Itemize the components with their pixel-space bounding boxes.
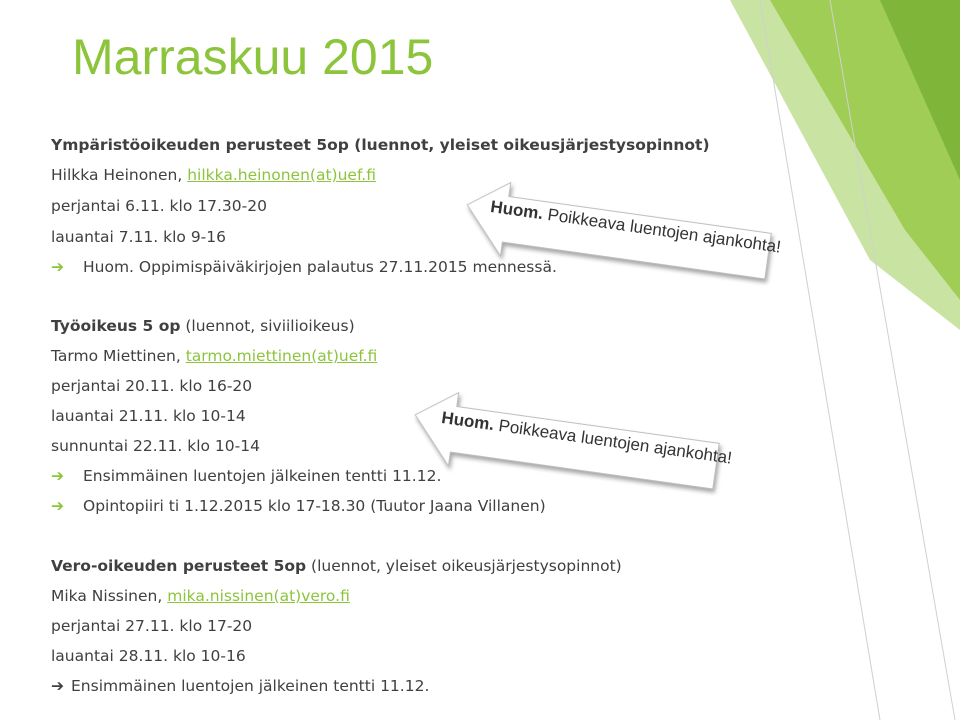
date-line: lauantai 21.11. klo 10-14 (51, 407, 246, 425)
arrow-right-icon: ➔ (51, 677, 64, 695)
note-line-3: ➔ Ensimmäinen luentojen jälkeinen tentti 11.12. (51, 677, 430, 695)
note-line-1: ➔ Huom. Oppimispäiväkirjojen palautus 27.11.2015 mennessä. (51, 258, 557, 276)
arrow-right-icon: ➔ (51, 258, 64, 276)
teacher-line-3: Mika Nissinen, mika.nissinen(at)vero.fi (51, 587, 350, 605)
date-line: lauantai 7.11. klo 9-16 (51, 228, 226, 246)
arrow-right-icon: ➔ (51, 467, 64, 485)
page-title: Marraskuu 2015 (72, 29, 434, 85)
course-title-3: Vero-oikeuden perusteet 5op (luennot, yleiset oikeusjärjestysopinnot) (51, 557, 622, 575)
callout-text-2: Huom. Poikkeava luentojen ajankohta! (440, 408, 734, 468)
note-line-2a: ➔ Ensimmäinen luentojen jälkeinen tentti 11.12. (51, 467, 442, 485)
arrow-right-icon: ➔ (51, 497, 64, 515)
date-line: sunnuntai 22.11. klo 10-14 (51, 437, 260, 455)
date-line: perjantai 27.11. klo 17-20 (51, 617, 253, 635)
teacher-line-1: Hilkka Heinonen, hilkka.heinonen(at)uef.fi (51, 166, 376, 184)
date-line: perjantai 6.11. klo 17.30-20 (51, 197, 267, 215)
email-link-3[interactable]: mika.nissinen(at)vero.fi (167, 587, 350, 605)
date-line: perjantai 20.11. klo 16-20 (51, 377, 253, 395)
email-link-1[interactable]: hilkka.heinonen(at)uef.fi (187, 166, 376, 184)
callout-text-1: Huom. Poikkeava luentojen ajankohta! (489, 197, 783, 257)
course-title-2: Työoikeus 5 op (luennot, siviilioikeus) (51, 317, 355, 335)
course-title-1: Ympäristöoikeuden perusteet 5op (luennot, yleiset oikeusjärjestysopinnot) (51, 136, 710, 154)
date-line: lauantai 28.11. klo 10-16 (51, 647, 246, 665)
teacher-line-2: Tarmo Miettinen, tarmo.miettinen(at)uef.fi (51, 347, 378, 365)
email-link-2[interactable]: tarmo.miettinen(at)uef.fi (185, 347, 378, 365)
note-line-2b: ➔ Opintopiiri ti 1.12.2015 klo 17-18.30 (Tuutor Jaana Villanen) (51, 497, 546, 515)
